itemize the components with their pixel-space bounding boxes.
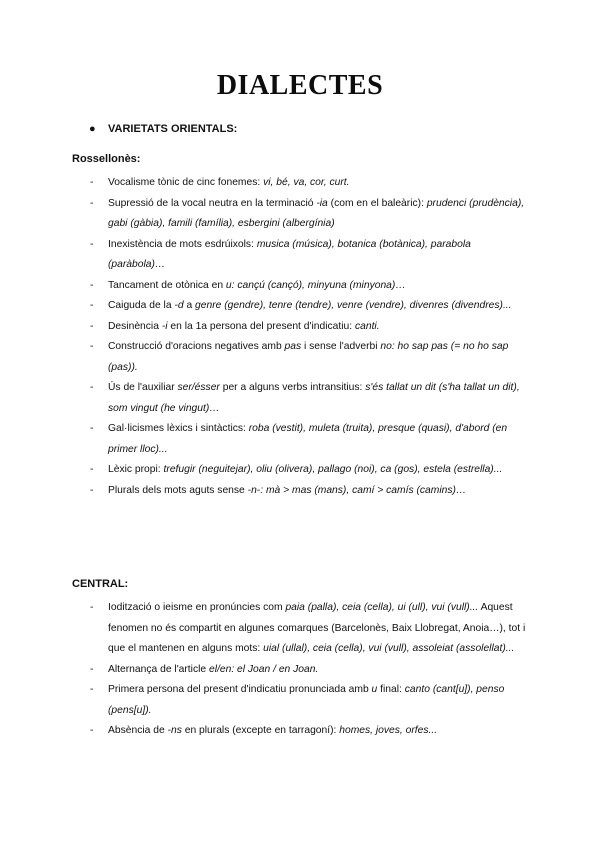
italic-example: -d xyxy=(174,300,184,311)
list-item xyxy=(90,276,530,297)
italic-example: u: cançú (cançó), minyuna (minyona)… xyxy=(225,279,406,291)
dash-marker: - xyxy=(90,320,94,332)
dash-marker: - xyxy=(90,684,94,695)
italic-example: : mà > mas (mans), camí > camís (camins)… xyxy=(260,484,467,496)
section-heading-rossellones: Rossellonès: xyxy=(72,153,141,165)
dash-marker: - xyxy=(90,238,94,250)
dash-marker: - xyxy=(90,423,94,434)
italic-example: musica (música), botanica (botànica), parabola (paràbola)… xyxy=(108,238,471,270)
item-text: Vocalisme tònic de cinc fonemes: xyxy=(108,177,264,188)
item-text: Aquest fenomen no és compartit en algunes comarques (Barcelonès, Baix Llobregat, Anoia…), tot i que el mantenen en alguns mots: xyxy=(108,602,526,654)
italic-example: paia (palla), ceia (cella), ui (ull), vui (vull)... xyxy=(285,602,479,613)
list-item xyxy=(90,378,530,419)
list-item xyxy=(90,460,530,481)
dash-marker: - xyxy=(90,663,94,675)
list-item xyxy=(90,337,530,378)
italic-example: trefugir (neguitejar), oliu (olivera), pallago (noi), ca (gos), estela (estrella)... xyxy=(163,464,503,475)
list-item xyxy=(90,721,530,742)
italic-example: uial (ullal), ceia (cella), vui (vull), assoleiat (assolellat)... xyxy=(263,643,515,654)
dash-marker: - xyxy=(90,484,94,496)
item-text: en la 1a persona del present d'indicatiu: xyxy=(167,320,355,332)
bullet-icon: ● xyxy=(89,123,96,135)
dash-marker: - xyxy=(90,725,94,736)
italic-example: -ia xyxy=(316,197,328,209)
italic-example: vi, bé, va, cor, curt. xyxy=(263,177,350,188)
item-text: Alternança de l'article xyxy=(108,663,209,675)
italic-example: no: ho sap pas (= no ho sap (pas)). xyxy=(108,341,509,373)
item-text: final: xyxy=(377,684,405,695)
central-list xyxy=(90,598,530,742)
item-text: Supressió de la vocal neutra en la terminació xyxy=(108,197,317,209)
list-item xyxy=(90,296,530,317)
item-text: Gal·licismes lèxics i sintàctics: xyxy=(108,423,249,434)
item-text: Inexistència de mots esdrúixols: xyxy=(108,238,257,250)
item-text: Absència de xyxy=(108,725,168,736)
rossellones-list xyxy=(90,173,530,501)
dash-marker: - xyxy=(90,300,94,311)
dash-marker: - xyxy=(90,279,94,291)
dash-marker: - xyxy=(90,197,94,209)
list-item xyxy=(90,317,530,338)
italic-example: -n- xyxy=(247,484,261,496)
italic-example: s'és tallat un dit (s'ha tallat un dit), som vingut (he vingut)… xyxy=(108,382,520,414)
italic-example: el/en: el Joan / en Joan. xyxy=(208,663,319,675)
item-text: Plurals dels mots aguts sense xyxy=(108,484,248,496)
list-item xyxy=(90,660,530,681)
dash-marker: - xyxy=(90,177,94,188)
varietats-orientals-label: VARIETATS ORIENTALS: xyxy=(108,123,238,135)
item-text: i sense l'adverbi xyxy=(301,341,381,352)
list-item xyxy=(90,419,530,460)
item-text: a xyxy=(183,300,196,311)
item-text: (com en el baleàric): xyxy=(327,197,427,209)
list-item xyxy=(90,194,530,235)
dash-marker: - xyxy=(90,382,94,393)
italic-example: u xyxy=(371,684,378,695)
italic-example: prudenci (prudència), gabi (gàbia), famili (família), esbergini (albergínia) xyxy=(108,197,525,229)
item-text: Ús de l'auxiliar xyxy=(108,382,178,393)
section-heading-central: CENTRAL: xyxy=(72,578,129,590)
list-item xyxy=(90,598,530,660)
item-text: Lèxic propi: xyxy=(108,464,164,475)
item-text: Iodització o ieisme en pronúncies com xyxy=(108,602,286,613)
list-item xyxy=(90,235,530,276)
dash-marker: - xyxy=(90,341,94,352)
list-item xyxy=(90,173,530,194)
item-text: Primera persona del present d'indicatiu pronunciada amb xyxy=(108,684,372,695)
italic-example: -ns xyxy=(167,725,182,736)
list-item xyxy=(90,680,530,721)
item-text: per a alguns verbs intransitius: xyxy=(219,382,366,393)
item-text: Desinència xyxy=(108,320,162,332)
item-text: en plurals (excepte en tarragoní): xyxy=(181,725,340,736)
italic-example: genre (gendre), tenre (tendre), venre (vendre), divenres (divendres)... xyxy=(195,300,512,311)
varietats-orientals-heading xyxy=(89,123,238,135)
list-item xyxy=(90,481,530,502)
dash-marker: - xyxy=(90,464,94,475)
italic-example: homes, joves, orfes... xyxy=(339,725,438,736)
item-text: Caiguda de la xyxy=(108,300,175,311)
item-text: Construcció d'oracions negatives amb xyxy=(108,341,285,352)
italic-example: ser/ésser xyxy=(177,382,220,393)
item-text: Tancament de otònica en xyxy=(108,279,226,291)
italic-example: canti. xyxy=(354,320,380,332)
italic-example: pas xyxy=(284,341,302,352)
italic-example: canto (cant[u]), penso (pens[u]). xyxy=(108,684,505,716)
italic-example: -i xyxy=(161,320,168,332)
page-title: DIALECTES xyxy=(216,70,384,101)
italic-example: roba (vestit), muleta (truita), presque (quasi), d'abord (en primer lloc)... xyxy=(108,423,508,455)
dash-marker: - xyxy=(90,602,94,613)
